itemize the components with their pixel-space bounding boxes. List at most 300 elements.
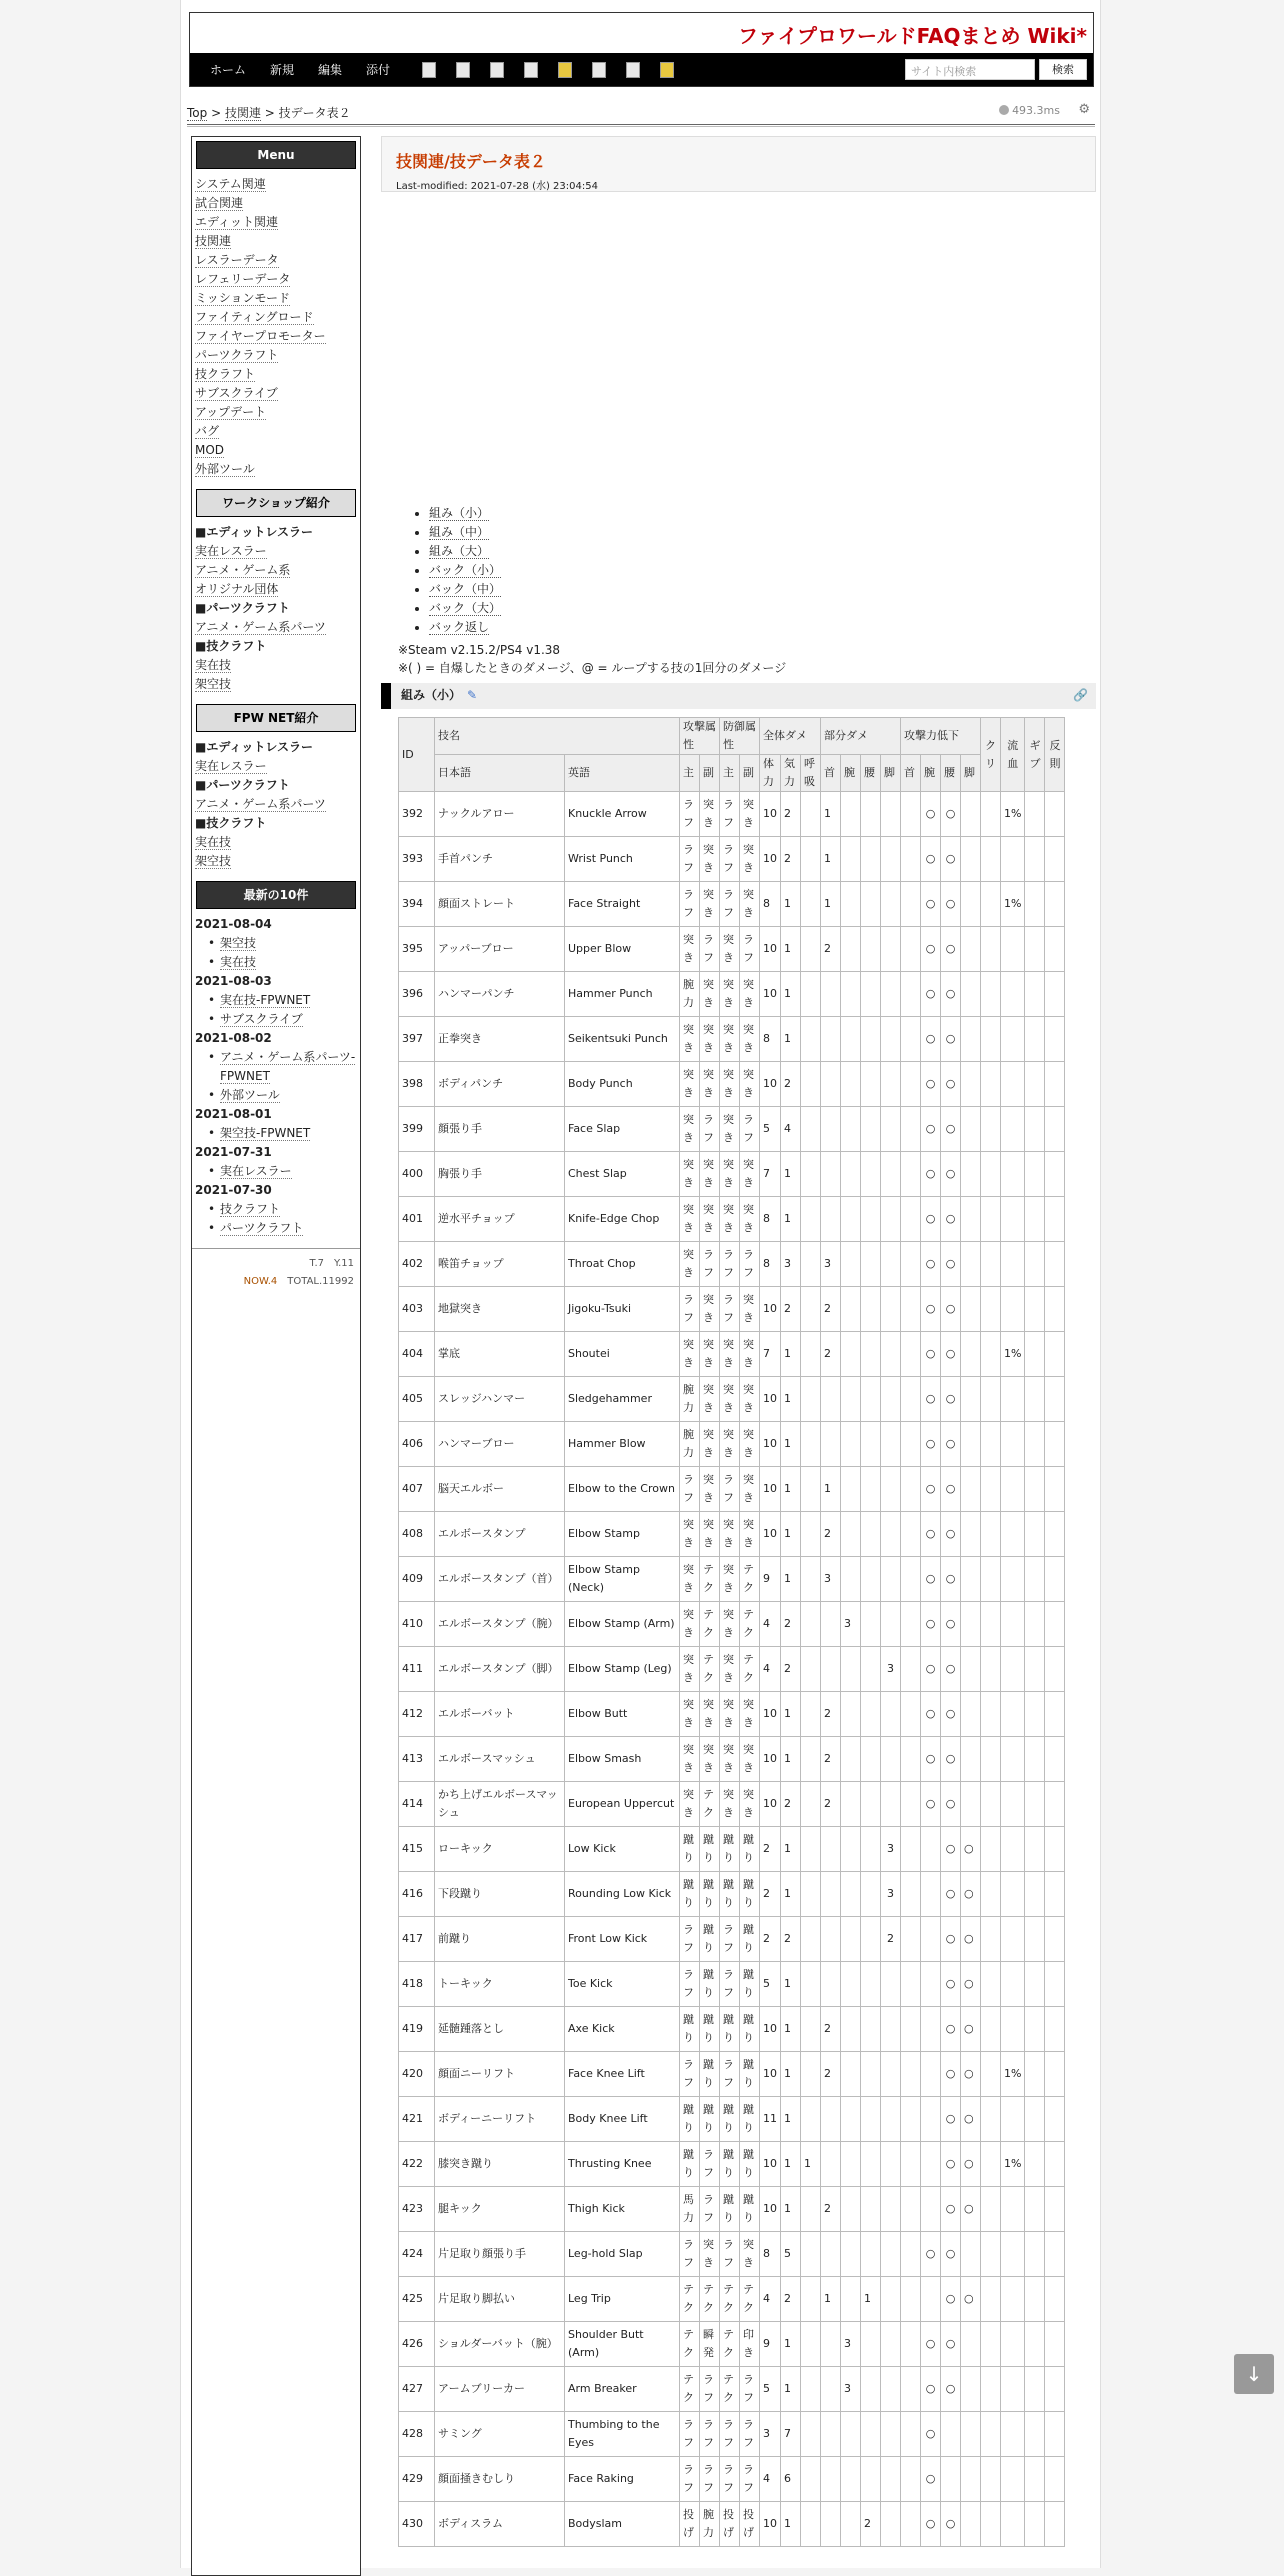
table-of-contents	[407, 504, 1096, 637]
table-cell: 投げ	[680, 2502, 700, 2547]
table-cell: Elbow Butt	[565, 1692, 680, 1737]
category-link[interactable]: 実在技	[195, 835, 232, 849]
category-link[interactable]: 架空技	[195, 854, 232, 868]
table-cell	[1025, 837, 1045, 882]
table-cell: 突き	[720, 1017, 740, 1062]
table-cell	[1025, 1827, 1045, 1872]
table-cell: Toe Kick	[565, 1962, 680, 2007]
breadcrumb-top[interactable]: Top	[187, 106, 208, 120]
recent-date: 2021-07-31	[195, 1145, 272, 1159]
table-cell	[981, 1962, 1001, 2007]
category-link[interactable]: アニメ・ゲーム系	[195, 563, 291, 577]
menu-link[interactable]: システム関連	[195, 177, 266, 191]
table-cell: 410	[399, 1602, 435, 1647]
menu-link[interactable]: サブスクライブ	[195, 386, 278, 400]
menu-item-row	[192, 270, 360, 289]
table-cell: 1	[781, 1377, 801, 1422]
table-cell	[901, 1737, 921, 1782]
table-cell	[1001, 1242, 1025, 1287]
main-content	[381, 136, 1096, 2547]
menu-link[interactable]: アップデート	[195, 405, 267, 419]
table-cell: エルボーバット	[435, 1692, 565, 1737]
table-cell	[801, 2322, 821, 2367]
table-cell	[801, 1377, 821, 1422]
category-link[interactable]: アニメ・ゲーム系パーツ	[195, 620, 326, 634]
table-cell: 10	[760, 1287, 781, 1332]
table-row	[399, 1017, 1065, 1062]
recent-link[interactable]: 架空技-FPWNET	[220, 1126, 311, 1140]
table-cell	[881, 1962, 901, 2007]
table-cell: ○	[921, 2232, 941, 2277]
table-cell	[961, 972, 981, 1017]
table-cell	[1001, 1152, 1025, 1197]
table-cell: ラフ	[720, 2412, 740, 2457]
table-cell: ○	[961, 2007, 981, 2052]
recent-link[interactable]: 実在レスラー	[220, 1164, 292, 1178]
table-cell	[821, 1962, 841, 2007]
table-cell: 10	[760, 1692, 781, 1737]
backup-icon[interactable]	[456, 62, 470, 78]
table-cell	[961, 2412, 981, 2457]
column-header: 流血	[1001, 718, 1025, 792]
table-cell: 6	[781, 2457, 801, 2502]
table-cell	[861, 1152, 881, 1197]
table-cell: ○	[941, 2367, 961, 2412]
table-cell: 10	[760, 927, 781, 972]
table-cell: ○	[941, 2187, 961, 2232]
recent-link[interactable]: アニメ・ゲーム系パーツ-FPWNET	[220, 1050, 356, 1083]
table-cell: 409	[399, 1557, 435, 1602]
table-cell: 2	[821, 1287, 841, 1332]
table-cell: 突き	[740, 882, 760, 927]
table-cell: 5	[760, 1107, 781, 1152]
counter-total: TOTAL.11992	[287, 1276, 354, 1287]
recent-link[interactable]: 実在技	[220, 955, 257, 969]
table-cell	[901, 2457, 921, 2502]
table-cell: 9	[760, 2322, 781, 2367]
table-cell	[1001, 1197, 1025, 1242]
table-cell: 蹴り	[700, 2097, 720, 2142]
table-cell	[901, 1782, 921, 1827]
table-cell	[1025, 2187, 1045, 2232]
table-cell: 突き	[680, 1062, 700, 1107]
site-title[interactable]: ファイプロワールドFAQまとめ Wiki*	[738, 24, 1087, 48]
table-cell	[981, 2097, 1001, 2142]
toc-link[interactable]: 組み（大）	[429, 544, 490, 558]
menu-item-row	[192, 194, 360, 213]
table-cell	[821, 1062, 841, 1107]
table-cell: 蹴り	[740, 1827, 760, 1872]
table-cell	[821, 1602, 841, 1647]
copy-icon[interactable]	[524, 62, 538, 78]
table-cell: Thigh Kick	[565, 2187, 680, 2232]
table-cell: ○	[921, 792, 941, 837]
menu-link[interactable]: 技クラフト	[195, 367, 256, 381]
edit-pencil-icon[interactable]: ✎	[467, 688, 478, 702]
legend-note: ※( ) = 自爆したときのダメージ、@ = ループする技の1回分のダメージ	[398, 661, 787, 675]
table-cell: ○	[941, 2052, 961, 2097]
table-cell	[1045, 1512, 1065, 1557]
table-cell: 5	[781, 2232, 801, 2277]
recent-item	[192, 1010, 360, 1029]
table-cell	[841, 1782, 861, 1827]
toc-link[interactable]: バック返し	[429, 620, 490, 634]
table-cell: テク	[740, 1602, 760, 1647]
column-header: ID	[399, 718, 435, 792]
table-cell	[1025, 1242, 1045, 1287]
table-cell	[901, 1332, 921, 1377]
table-cell	[961, 2367, 981, 2412]
table-cell	[861, 2457, 881, 2502]
table-cell	[1025, 1692, 1045, 1737]
table-cell	[1025, 1782, 1045, 1827]
anchor-link-icon[interactable]: 🔗	[1073, 688, 1088, 702]
table-cell: ○	[941, 972, 961, 1017]
table-row	[399, 1467, 1065, 1512]
toc-link[interactable]: バック（大）	[429, 601, 502, 615]
table-cell	[821, 2322, 841, 2367]
table-cell	[841, 1287, 861, 1332]
table-cell: 426	[399, 2322, 435, 2367]
table-cell: テク	[740, 1557, 760, 1602]
table-cell: テク	[720, 2367, 740, 2412]
table-cell	[1045, 1197, 1065, 1242]
table-row	[399, 792, 1065, 837]
table-cell: ハンマーパンチ	[435, 972, 565, 1017]
table-cell	[901, 2232, 921, 2277]
table-cell	[881, 2277, 901, 2322]
search-button[interactable]: 検索	[1039, 59, 1087, 80]
table-cell: Leg-hold Slap	[565, 2232, 680, 2277]
menu-link[interactable]: 技関連	[195, 234, 232, 248]
table-cell	[1001, 1692, 1025, 1737]
table-cell: 突き	[740, 1377, 760, 1422]
table-cell: テク	[720, 2322, 740, 2367]
recent-item	[192, 1048, 360, 1086]
table-row	[399, 1377, 1065, 1422]
table-cell	[1001, 1872, 1025, 1917]
table-cell: 402	[399, 1242, 435, 1287]
table-cell: 蹴り	[740, 1917, 760, 1962]
menu-item-row	[192, 251, 360, 270]
table-cell: アッパーブロー	[435, 927, 565, 972]
table-cell: 1	[781, 1737, 801, 1782]
table-cell: ○	[941, 927, 961, 972]
table-cell: 逆水平チョップ	[435, 1197, 565, 1242]
table-cell: 404	[399, 1332, 435, 1377]
table-cell	[861, 1377, 881, 1422]
table-cell: 10	[760, 1782, 781, 1827]
table-cell: ○	[921, 2502, 941, 2547]
table-cell: 突き	[720, 1107, 740, 1152]
table-cell	[1001, 1917, 1025, 1962]
menu-link[interactable]: レスラーデータ	[195, 253, 279, 267]
table-cell: トーキック	[435, 1962, 565, 2007]
table-cell: 突き	[700, 1332, 720, 1377]
table-cell	[861, 1017, 881, 1062]
table-cell: 突き	[740, 1287, 760, 1332]
table-cell: Sledgehammer	[565, 1377, 680, 1422]
table-cell	[1045, 1827, 1065, 1872]
table-cell: 蹴り	[720, 2097, 740, 2142]
nav-new[interactable]: 新規	[270, 63, 295, 77]
menu-item-row	[192, 365, 360, 384]
table-cell: 8	[760, 1242, 781, 1287]
table-cell	[1001, 1017, 1025, 1062]
table-cell	[861, 1467, 881, 1512]
table-cell: Bodyslam	[565, 2502, 680, 2547]
recent-link[interactable]: 架空技	[220, 936, 257, 950]
table-cell: 2	[821, 2007, 841, 2052]
table-row	[399, 2367, 1065, 2412]
table-cell	[1045, 1872, 1065, 1917]
back-to-top-button[interactable]: ↓	[1234, 2354, 1274, 2394]
menu-link[interactable]: MOD	[195, 443, 225, 457]
nav-home[interactable]: ホーム	[210, 63, 247, 77]
table-cell: 10	[760, 2142, 781, 2187]
list-icon[interactable]	[592, 62, 606, 78]
freeze-icon[interactable]	[558, 62, 572, 78]
table-cell	[1045, 2457, 1065, 2502]
table-cell: 1	[781, 972, 801, 1017]
column-subheader: 呼吸	[801, 755, 821, 792]
category-link[interactable]: オリジナル団体	[195, 582, 279, 596]
table-cell	[841, 1557, 861, 1602]
table-cell	[981, 1917, 1001, 1962]
recent-link[interactable]: 外部ツール	[220, 1088, 280, 1102]
diff-icon[interactable]	[422, 62, 436, 78]
table-cell	[881, 2097, 901, 2142]
table-cell: 突き	[720, 1152, 740, 1197]
table-cell: 蹴り	[680, 2142, 700, 2187]
table-cell	[981, 1422, 1001, 1467]
table-cell	[981, 1782, 1001, 1827]
table-cell: 突き	[720, 1377, 740, 1422]
table-cell	[861, 2007, 881, 2052]
table-cell: ○	[961, 2142, 981, 2187]
table-cell: 前蹴り	[435, 1917, 565, 1962]
table-cell: エルボースマッシュ	[435, 1737, 565, 1782]
table-cell	[981, 1692, 1001, 1737]
table-cell	[881, 1692, 901, 1737]
table-cell	[861, 1602, 881, 1647]
table-cell	[881, 2007, 901, 2052]
search-input[interactable]: サイト内検索	[905, 59, 1035, 80]
table-cell	[861, 1917, 881, 1962]
table-cell	[1025, 792, 1045, 837]
table-cell	[861, 2142, 881, 2187]
table-cell: 突き	[700, 972, 720, 1017]
table-cell: Hammer Punch	[565, 972, 680, 1017]
table-cell	[881, 1467, 901, 1512]
table-cell	[841, 1377, 861, 1422]
table-cell	[1045, 882, 1065, 927]
table-row	[399, 1872, 1065, 1917]
recent-link[interactable]: 技クラフト	[220, 1202, 281, 1216]
table-cell	[901, 837, 921, 882]
breadcrumb-current: 技データ表２	[278, 106, 351, 120]
recent-link[interactable]: パーツクラフト	[220, 1221, 304, 1235]
menu-link[interactable]: 外部ツール	[195, 462, 255, 476]
menu-link[interactable]: レフェリーデータ	[195, 272, 291, 286]
table-cell	[1045, 1422, 1065, 1467]
table-cell	[981, 1467, 1001, 1512]
table-cell: ○	[941, 1692, 961, 1737]
table-cell: 2	[760, 1872, 781, 1917]
recent-link[interactable]: 実在技-FPWNET	[220, 993, 311, 1007]
table-cell: ○	[941, 1152, 961, 1197]
menu-link[interactable]: ファイヤープロモーター	[195, 329, 326, 343]
table-cell: 423	[399, 2187, 435, 2232]
nav-edit[interactable]: 編集	[318, 63, 343, 77]
recent-item	[192, 953, 360, 972]
table-cell: 突き	[720, 972, 740, 1017]
table-cell	[821, 2097, 841, 2142]
table-cell: 4	[781, 1107, 801, 1152]
table-cell: ラフ	[700, 2367, 720, 2412]
toc-link[interactable]: バック（中）	[429, 582, 502, 596]
table-cell	[841, 2052, 861, 2097]
table-cell: 7	[781, 2412, 801, 2457]
table-cell: 突き	[700, 792, 720, 837]
recent-date: 2021-07-30	[195, 1183, 272, 1197]
category-link[interactable]: 実在レスラー	[195, 759, 267, 773]
table-cell: 2	[821, 1737, 841, 1782]
table-cell: ラフ	[720, 1287, 740, 1332]
table-cell	[1001, 2277, 1025, 2322]
table-cell	[841, 1827, 861, 1872]
column-subheader: 腕	[921, 755, 941, 792]
table-cell: ○	[941, 1287, 961, 1332]
table-cell: 蹴り	[700, 1872, 720, 1917]
table-cell: 10	[760, 1467, 781, 1512]
table-cell: ○	[921, 882, 941, 927]
table-cell: ラフ	[740, 2412, 760, 2457]
table-cell: ローキック	[435, 1827, 565, 1872]
category-link[interactable]: 実在技	[195, 658, 232, 672]
menu-link[interactable]: バグ	[195, 424, 220, 438]
table-cell	[841, 1107, 861, 1152]
menu-link[interactable]: ファイティングロード	[195, 310, 314, 324]
table-cell	[1045, 1287, 1065, 1332]
table-cell	[1001, 1737, 1025, 1782]
table-cell: 突き	[720, 1197, 740, 1242]
gear-icon[interactable]: ⚙	[1078, 102, 1090, 117]
reload-icon[interactable]	[490, 62, 504, 78]
table-cell	[861, 1107, 881, 1152]
table-cell: Upper Blow	[565, 927, 680, 972]
table-cell: ラフ	[720, 2457, 740, 2502]
table-cell: ○	[941, 2322, 961, 2367]
category-link[interactable]: 実在レスラー	[195, 544, 267, 558]
table-cell	[861, 2322, 881, 2367]
table-cell	[1025, 2232, 1045, 2277]
table-cell	[941, 2412, 961, 2457]
table-cell: テク	[700, 1782, 720, 1827]
table-cell	[961, 1197, 981, 1242]
table-cell: 1	[801, 2142, 821, 2187]
toc-link[interactable]: バック（小）	[429, 563, 502, 577]
column-header: 防御属性	[720, 718, 760, 755]
table-cell	[1025, 2277, 1045, 2322]
table-cell: 416	[399, 1872, 435, 1917]
table-cell	[801, 792, 821, 837]
table-cell: テク	[700, 1557, 720, 1602]
table-cell: 413	[399, 1737, 435, 1782]
nav-attach[interactable]: 添付	[366, 63, 391, 77]
table-cell	[801, 1287, 821, 1332]
table-cell	[841, 2097, 861, 2142]
table-cell: Leg Trip	[565, 2277, 680, 2322]
column-subheader: 日本語	[435, 755, 565, 792]
table-cell	[881, 927, 901, 972]
table-cell: ○	[941, 1422, 961, 1467]
menu-link[interactable]: パーツクラフト	[195, 348, 279, 362]
table-cell: 掌底	[435, 1332, 565, 1377]
category-link[interactable]: 架空技	[195, 677, 232, 691]
menu-link[interactable]: エディット関連	[195, 215, 279, 229]
breadcrumb-sep: >	[207, 106, 225, 120]
table-cell: 突き	[680, 1152, 700, 1197]
table-cell: 突き	[740, 1782, 760, 1827]
help-icon[interactable]	[660, 62, 674, 78]
table-cell	[961, 1377, 981, 1422]
table-cell: 1	[781, 927, 801, 972]
table-cell: ○	[941, 1197, 961, 1242]
toc-link[interactable]: 組み（中）	[429, 525, 490, 539]
table-cell	[1025, 972, 1045, 1017]
table-cell: 蹴り	[740, 1872, 760, 1917]
table-cell: Shoulder Butt (Arm)	[565, 2322, 680, 2367]
category-link[interactable]: アニメ・ゲーム系パーツ	[195, 797, 326, 811]
table-cell	[901, 1197, 921, 1242]
table-cell: ○	[921, 1152, 941, 1197]
table-cell: 403	[399, 1287, 435, 1332]
table-cell: ○	[941, 792, 961, 837]
table-cell	[801, 1737, 821, 1782]
table-cell: ○	[941, 2097, 961, 2142]
table-cell	[1001, 1782, 1025, 1827]
table-cell: 414	[399, 1782, 435, 1827]
menu-link[interactable]: 試合関連	[195, 196, 244, 210]
table-row	[399, 2187, 1065, 2232]
menu-item-row	[192, 213, 360, 232]
table-cell	[841, 1692, 861, 1737]
recent-icon[interactable]	[626, 62, 640, 78]
table-cell	[961, 1737, 981, 1782]
table-cell	[1045, 2187, 1065, 2232]
table-cell	[881, 1602, 901, 1647]
table-cell: 突き	[680, 1242, 700, 1287]
table-cell: 1	[781, 2187, 801, 2232]
toc-link[interactable]: 組み（小）	[429, 506, 490, 520]
page-title[interactable]: 技関連/技データ表２	[396, 152, 546, 171]
table-cell	[861, 2232, 881, 2277]
breadcrumb-parent[interactable]: 技関連	[224, 106, 261, 120]
table-cell	[801, 1107, 821, 1152]
column-subheader: 首	[901, 755, 921, 792]
table-cell	[901, 1242, 921, 1287]
version-note: ※Steam v2.15.2/PS4 v1.38	[398, 643, 561, 657]
table-cell	[861, 1737, 881, 1782]
table-cell: 1	[781, 1827, 801, 1872]
menu-link[interactable]: ミッションモード	[195, 291, 291, 305]
table-cell: ラフ	[700, 1107, 720, 1152]
table-cell	[901, 2007, 921, 2052]
recent-link[interactable]: サブスクライブ	[220, 1012, 303, 1026]
table-cell: 398	[399, 1062, 435, 1107]
table-cell	[1025, 1737, 1045, 1782]
